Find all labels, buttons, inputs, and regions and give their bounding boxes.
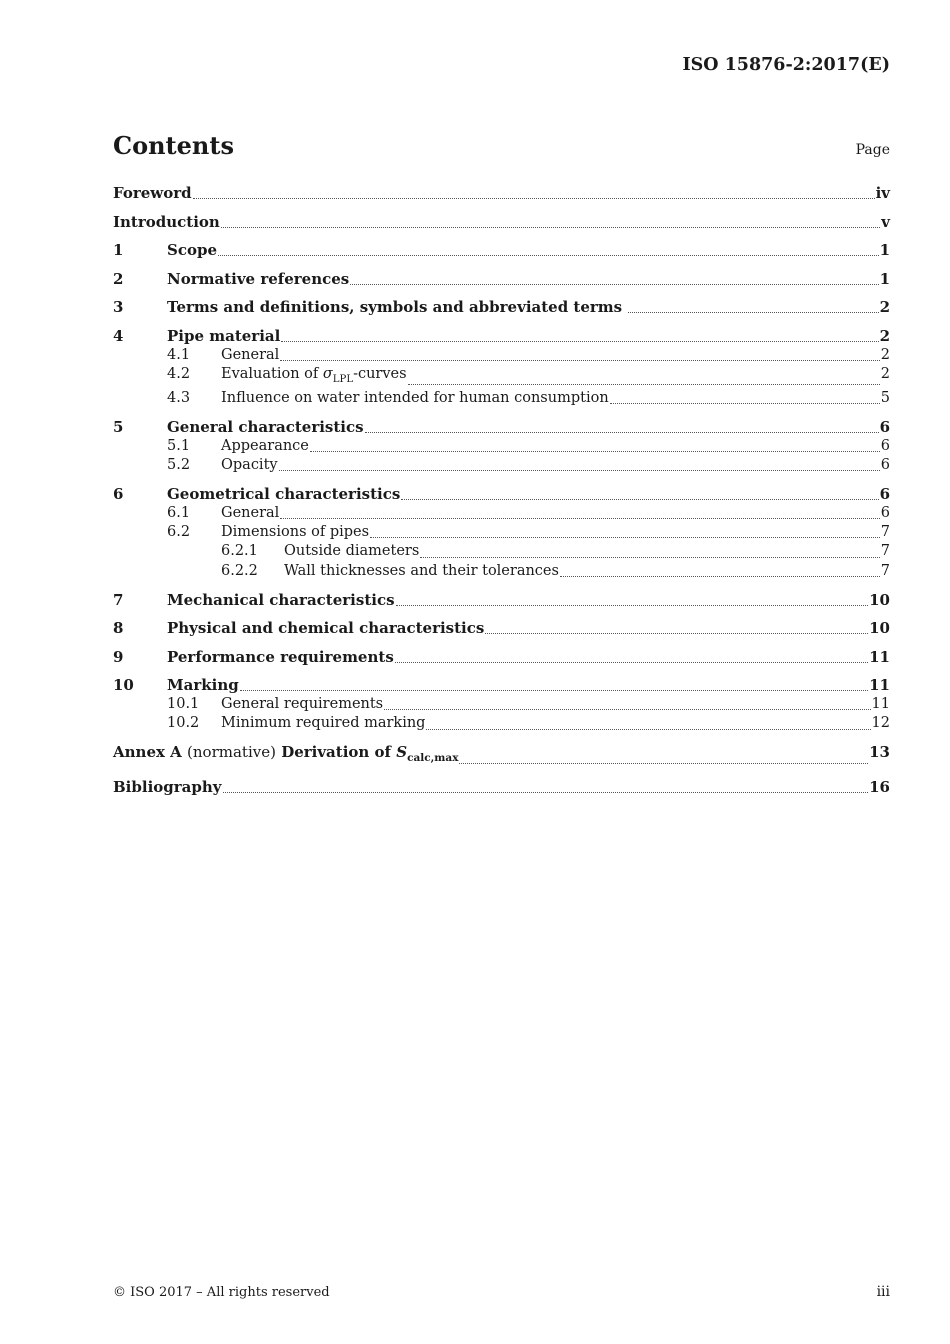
dot-leader: [240, 689, 868, 691]
toc-title: Outside diameters: [284, 543, 420, 560]
toc-title: Physical and chemical characteristics: [167, 619, 485, 638]
toc-entry-5-1-appearance[interactable]: [113, 437, 890, 456]
toc-entry-terms-definitions[interactable]: [113, 298, 890, 317]
toc-title: Pipe material: [167, 326, 281, 345]
dot-leader: [310, 450, 880, 452]
copyright-notice: © ISO 2017 – All rights reserved: [113, 1285, 330, 1300]
dot-leader: [384, 708, 870, 710]
toc-title: Marking: [167, 676, 239, 695]
dot-leader: [395, 661, 868, 663]
toc-number: 5: [113, 417, 124, 436]
toc-entry-10-1-general-requirements[interactable]: [113, 695, 890, 714]
toc-number: 6.2: [167, 524, 191, 541]
toc-number: 5.1: [167, 437, 191, 454]
toc-entry-4-2-evaluation[interactable]: [113, 365, 890, 389]
table-of-contents: [113, 184, 890, 797]
toc-page: 10: [869, 619, 890, 638]
dot-leader: [560, 575, 880, 577]
dot-leader: [628, 311, 878, 313]
toc-title: Mechanical characteristics: [167, 590, 395, 609]
toc-title: Influence on water intended for human consumption: [221, 389, 609, 406]
toc-page: 12: [871, 715, 890, 732]
toc-entry-6-2-dimensions[interactable]: [113, 523, 890, 542]
toc-entry-performance-requirements[interactable]: [113, 648, 890, 667]
dot-leader: [485, 632, 868, 634]
toc-page: 10: [869, 590, 890, 609]
toc-page: 6: [880, 504, 890, 521]
toc-title: Opacity: [221, 457, 278, 474]
toc-title: General: [221, 346, 280, 363]
toc-page: 16: [869, 777, 890, 796]
toc-number: 6: [113, 484, 124, 503]
toc-page: 11: [869, 647, 890, 666]
toc-number: 10.2: [167, 715, 200, 732]
toc-number: 4.3: [167, 389, 191, 406]
toc-entry-scope[interactable]: [113, 241, 890, 260]
toc-page: 6: [880, 437, 890, 454]
toc-title: Bibliography: [113, 777, 222, 796]
dot-leader: [223, 791, 869, 793]
dot-leader: [279, 469, 880, 471]
dot-leader: [396, 604, 869, 606]
symbol-subscript: LPL: [332, 373, 354, 385]
dot-leader: [281, 340, 878, 342]
toc-number: 4.2: [167, 365, 191, 382]
toc-page: 5: [880, 389, 890, 406]
toc-entry-normative-references[interactable]: [113, 270, 890, 289]
toc-number: 6.1: [167, 504, 191, 521]
annex-label: Annex A: [113, 743, 182, 762]
dot-leader: [420, 556, 879, 558]
dot-leader: [426, 728, 870, 730]
dot-leader: [193, 197, 875, 199]
toc-title: Scope: [167, 241, 218, 259]
toc-number: 8: [113, 619, 124, 638]
toc-entry-5-2-opacity[interactable]: [113, 456, 890, 475]
toc-page: 13: [869, 743, 890, 762]
symbol-subscript: calc,max: [407, 752, 459, 765]
toc-entry-4-1-general[interactable]: [113, 346, 890, 365]
toc-number: 2: [113, 269, 124, 288]
toc-title: Normative references: [167, 269, 350, 288]
s-symbol: S: [396, 743, 408, 762]
toc-page: 1: [879, 269, 890, 288]
toc-number: 6.2.1: [221, 543, 258, 560]
toc-entry-6-2-1-outside-diameters[interactable]: [113, 542, 890, 561]
toc-number: 7: [113, 590, 124, 609]
dot-leader: [370, 536, 880, 538]
toc-entry-marking[interactable]: [113, 676, 890, 695]
toc-number: 4.1: [167, 346, 191, 363]
toc-entry-mechanical-characteristics[interactable]: [113, 591, 890, 610]
toc-entry-6-2-2-wall-thicknesses[interactable]: [113, 562, 890, 581]
toc-entry-bibliography[interactable]: [113, 778, 890, 797]
toc-page: 6: [880, 457, 890, 474]
toc-entry-6-1-general[interactable]: [113, 504, 890, 523]
toc-title: Dimensions of pipes: [221, 524, 370, 541]
toc-title: [221, 365, 407, 389]
contents-title: Contents: [113, 131, 234, 160]
dot-leader: [459, 762, 868, 764]
toc-page: iv: [875, 184, 890, 202]
toc-page: 7: [880, 543, 890, 560]
toc-page: 11: [869, 676, 890, 695]
toc-title: [113, 743, 458, 768]
dot-leader: [350, 283, 878, 285]
toc-title: Terms and definitions, symbols and abbreviated terms: [167, 298, 623, 316]
dot-leader: [280, 359, 879, 361]
toc-number: 4: [113, 326, 124, 345]
toc-page: 2: [880, 365, 890, 382]
toc-page: 7: [880, 562, 890, 579]
toc-entry-foreword[interactable]: [113, 184, 890, 203]
toc-title: General characteristics: [167, 417, 364, 436]
toc-entry-physical-chemical[interactable]: [113, 619, 890, 638]
toc-entry-introduction[interactable]: [113, 213, 890, 232]
toc-title: Introduction: [113, 212, 220, 231]
toc-number: 9: [113, 647, 124, 666]
title-suffix: -curves: [353, 365, 407, 382]
toc-number: 6.2.2: [221, 562, 258, 579]
toc-entry-geometrical-characteristics[interactable]: [113, 485, 890, 504]
dot-leader: [408, 383, 880, 385]
title-prefix: Evaluation of: [221, 365, 323, 382]
toc-page: 2: [880, 346, 890, 363]
toc-entry-10-2-minimum-marking[interactable]: [113, 714, 890, 733]
page-number: iii: [876, 1284, 890, 1300]
toc-page: 6: [879, 484, 890, 503]
toc-number: 10: [113, 676, 134, 695]
toc-page: 2: [879, 326, 890, 345]
toc-number: 5.2: [167, 457, 191, 474]
toc-number: 10.1: [167, 696, 200, 713]
toc-title: Wall thicknesses and their tolerances: [284, 562, 559, 579]
toc-title: General: [221, 504, 280, 521]
toc-number: 1: [113, 241, 124, 259]
toc-title: Appearance: [221, 437, 309, 454]
page-column-label: Page: [855, 142, 890, 158]
toc-entry-general-characteristics[interactable]: [113, 418, 890, 437]
dot-leader: [365, 431, 879, 433]
dot-leader: [610, 402, 880, 404]
dot-leader: [401, 498, 878, 500]
toc-page: v: [881, 212, 890, 231]
dot-leader: [218, 254, 879, 256]
annex-type: (normative): [187, 743, 276, 762]
toc-page: 11: [871, 696, 890, 713]
doc-id: ISO 15876-2:2017(E): [682, 55, 890, 75]
toc-title: Performance requirements: [167, 647, 394, 666]
toc-title: Foreword: [113, 184, 192, 202]
toc-title: Geometrical characteristics: [167, 484, 401, 503]
toc-page: 6: [879, 417, 890, 436]
toc-number: 3: [113, 298, 124, 316]
dot-leader: [280, 517, 879, 519]
toc-entry-pipe-material[interactable]: [113, 327, 890, 346]
annex-title: Derivation of: [281, 743, 397, 762]
sigma-symbol: σ: [322, 365, 333, 382]
toc-entry-annex-a[interactable]: [113, 743, 890, 768]
toc-page: 7: [880, 524, 890, 541]
toc-page: 2: [879, 298, 890, 316]
toc-page: 1: [879, 241, 890, 259]
toc-title: Minimum required marking: [221, 715, 426, 732]
toc-title: General requirements: [221, 696, 384, 713]
toc-entry-4-3-influence[interactable]: [113, 389, 890, 408]
dot-leader: [221, 226, 880, 228]
